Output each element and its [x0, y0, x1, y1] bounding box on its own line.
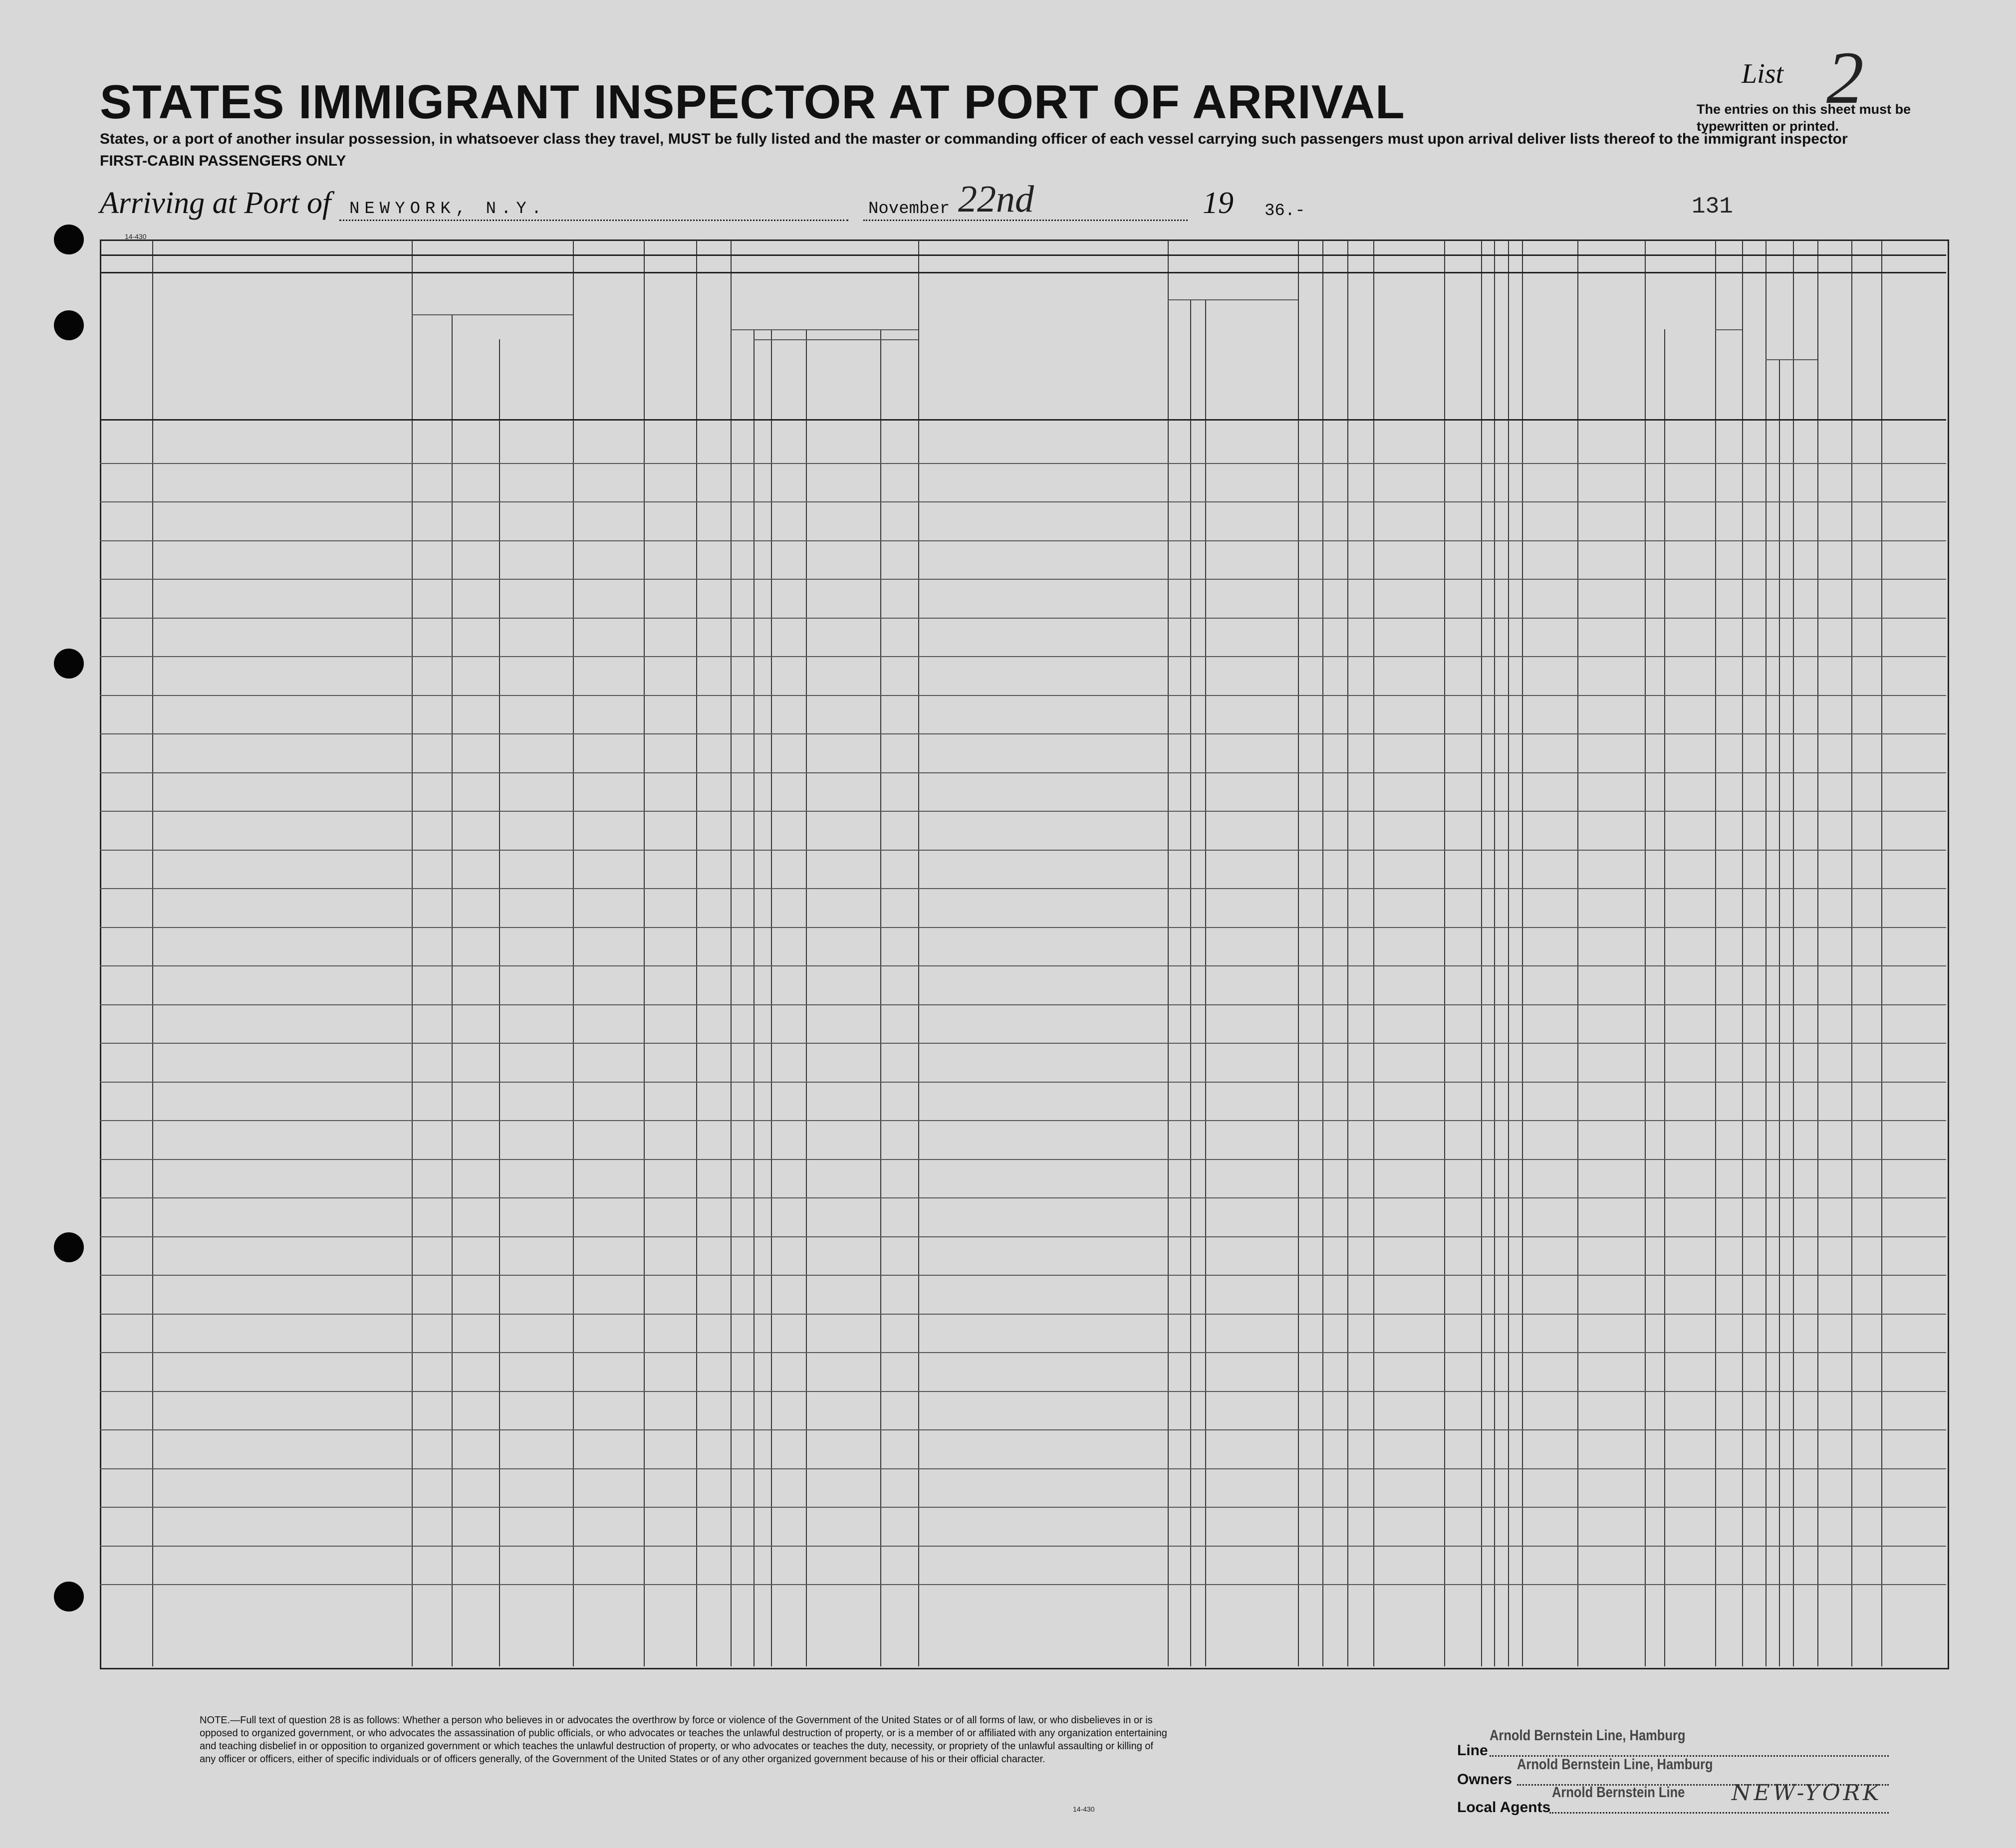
- column-divider: [499, 339, 500, 1666]
- column-divider: [696, 239, 697, 1666]
- row-rule: [100, 1507, 1946, 1508]
- column-divider: [1851, 239, 1852, 1666]
- form-number-bottom: 14-430: [1073, 1805, 1095, 1813]
- form-number-top: 14-430: [125, 232, 147, 240]
- row-rule: [100, 1043, 1946, 1044]
- header-rule: [731, 329, 918, 330]
- row-rule: [100, 772, 1946, 773]
- row-rule: [100, 888, 1946, 889]
- column-divider: [1645, 239, 1646, 1666]
- row-rule: [100, 1197, 1946, 1198]
- row-rule: [100, 1120, 1946, 1121]
- column-divider: [1322, 239, 1323, 1666]
- agents-value: Arnold Bernstein Line: [1552, 1784, 1685, 1801]
- header-rule: [100, 272, 1946, 273]
- row-rule: [100, 656, 1946, 657]
- column-divider: [1373, 239, 1374, 1666]
- row-rule: [100, 695, 1946, 696]
- row-rule: [100, 1275, 1946, 1276]
- header-rule: [100, 419, 1946, 421]
- column-divider: [1205, 299, 1206, 1666]
- row-rule: [100, 927, 1946, 928]
- binder-hole: [54, 310, 84, 340]
- column-divider: [1298, 239, 1299, 1666]
- row-rule: [100, 1159, 1946, 1160]
- list-number: 2: [1826, 36, 1864, 119]
- row-rule: [100, 1429, 1946, 1430]
- row-rule: [100, 965, 1946, 966]
- arriving-label: Arriving at Port of: [100, 186, 331, 220]
- row-rule: [100, 1468, 1946, 1469]
- column-divider: [754, 329, 755, 1666]
- binder-hole: [54, 1582, 84, 1612]
- row-rule: [100, 1236, 1946, 1237]
- row-rule: [100, 1391, 1946, 1392]
- column-divider: [1779, 359, 1780, 1666]
- manifest-table: [100, 239, 1946, 1666]
- row-rule: [100, 1004, 1946, 1005]
- header-rule: [1168, 299, 1298, 300]
- subtitle: States, or a port of another insular possession, in whatsoever class they travel, MUST be fully listed and the master or commanding officer of each vessel carrying such passengers must upon arrival deliver lists thereof to the immigrant inspector: [100, 131, 1848, 147]
- row-rule: [100, 811, 1946, 812]
- agents-handwritten: NEW-YORK: [1732, 1780, 1882, 1806]
- column-divider: [731, 239, 732, 1666]
- column-divider: [880, 329, 881, 1666]
- list-label: List: [1742, 58, 1784, 89]
- row-rule: [100, 1314, 1946, 1315]
- column-divider: [1481, 239, 1482, 1666]
- column-divider: [573, 239, 574, 1666]
- column-divider: [1522, 239, 1523, 1666]
- column-divider: [1881, 239, 1882, 1666]
- row-rule: [100, 733, 1946, 734]
- row-rule: [100, 501, 1946, 502]
- row-rule: [100, 1082, 1946, 1083]
- list-note: The entries on this sheet must be typewritten or printed.: [1697, 102, 1911, 134]
- passenger-class: FIRST-CABIN PASSENGERS ONLY: [100, 153, 346, 169]
- row-rule: [100, 1584, 1946, 1585]
- row-rule: [100, 1546, 1946, 1547]
- column-divider: [1190, 299, 1191, 1666]
- column-divider: [1664, 329, 1665, 1666]
- header-rule: [100, 254, 1946, 256]
- column-divider: [452, 314, 453, 1666]
- column-divider: [918, 239, 919, 1666]
- column-divider: [1347, 239, 1348, 1666]
- owners-label: Owners: [1457, 1771, 1512, 1788]
- column-divider: [1444, 239, 1445, 1666]
- line-value: Arnold Bernstein Line, Hamburg: [1490, 1727, 1686, 1744]
- header-rule: [412, 314, 573, 315]
- header-rule: [754, 339, 918, 340]
- owners-value: Arnold Bernstein Line, Hamburg: [1517, 1756, 1713, 1773]
- column-divider: [1508, 239, 1509, 1666]
- row-rule: [100, 579, 1946, 580]
- page-title: STATES IMMIGRANT INSPECTOR AT PORT OF ARRIVAL: [100, 75, 1405, 129]
- column-divider: [412, 239, 413, 1666]
- footnote: NOTE.—Full text of question 28 is as follows: Whether a person who believes in or advocates the overthrow by force or violence of the Government of the United States or of all forms of law, or who disbelieves in or is opposed to organized government, or who advocates the assassination of public officials, or who advocates or teaches the unlawful destruction of property, or is a member of or affiliated with any organization entertaining and teaching disbelief in or opposition to organized government or which teaches the unlawful destruction of property, or who advocates or teaches the duty, necessity, or propriety of the unlawful assaulting or killing of any officer or officers, either of specific individuals or of officers generally, of the Government of the United States or of any other organized government because of his or their official character.: [200, 1715, 1167, 1765]
- header-rule: [1715, 329, 1742, 330]
- column-divider: [1817, 239, 1818, 1666]
- line-label: Line: [1457, 1742, 1488, 1759]
- column-divider: [1715, 239, 1716, 1666]
- month-value: November: [868, 200, 950, 219]
- column-divider: [771, 329, 772, 1666]
- column-divider: [806, 329, 807, 1666]
- column-divider: [1742, 239, 1743, 1666]
- row-rule: [100, 618, 1946, 619]
- port-value: NEWYORK, N.Y.: [349, 200, 547, 219]
- row-rule: [100, 463, 1946, 464]
- stamp-number: 131: [1692, 194, 1733, 220]
- day-value: 22nd: [958, 178, 1034, 220]
- row-rule: [100, 1352, 1946, 1353]
- column-divider: [1168, 239, 1169, 1666]
- column-divider: [1793, 239, 1794, 1666]
- year-suffix: 36.-: [1264, 202, 1305, 221]
- binder-hole: [54, 649, 84, 679]
- binder-hole: [54, 1232, 84, 1262]
- column-divider: [1765, 239, 1766, 1666]
- column-divider: [644, 239, 645, 1666]
- row-rule: [100, 540, 1946, 541]
- column-divider: [152, 239, 153, 1666]
- column-divider: [1494, 239, 1495, 1666]
- binder-hole: [54, 225, 84, 254]
- header-rule: [1765, 359, 1817, 360]
- row-rule: [100, 850, 1946, 851]
- year-prefix: 19: [1203, 186, 1234, 220]
- column-divider: [1577, 239, 1578, 1666]
- agents-label: Local Agents: [1457, 1799, 1551, 1816]
